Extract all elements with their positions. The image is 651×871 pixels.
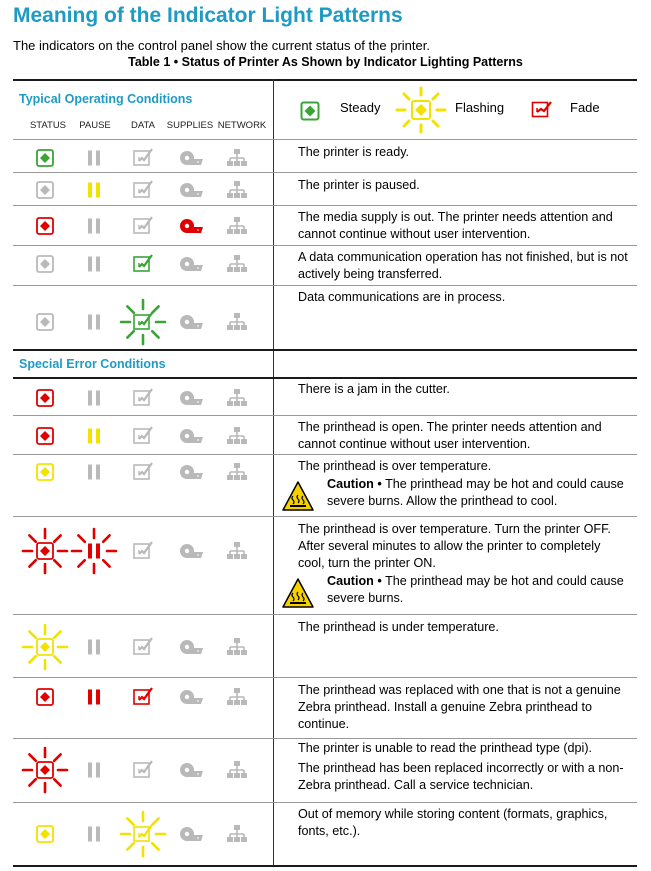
row-rule <box>13 285 637 286</box>
pause-indicator-icon <box>79 457 109 487</box>
data-indicator-icon <box>128 211 158 241</box>
row-1-description: The printer is ready. <box>298 145 410 159</box>
data-indicator-icon <box>128 682 158 712</box>
network-indicator-icon <box>222 682 252 712</box>
pause-indicator-icon <box>79 143 109 173</box>
row-rule <box>13 516 637 517</box>
intro-text: The indicators on the control panel show the current status of the printer. <box>13 38 430 53</box>
column-divider <box>273 79 274 865</box>
data-indicator-icon <box>128 536 158 566</box>
network-indicator-icon <box>222 536 252 566</box>
row-rule <box>13 245 637 246</box>
supplies-indicator-icon <box>176 307 206 337</box>
network-indicator-icon <box>222 819 252 849</box>
network-indicator-icon <box>222 143 252 173</box>
pause-indicator-icon <box>79 383 109 413</box>
data-indicator-icon <box>128 143 158 173</box>
status-indicator-icon <box>30 682 60 712</box>
supplies-indicator-icon <box>176 143 206 173</box>
table-top-rule <box>13 79 637 81</box>
status-indicator-icon <box>30 421 60 451</box>
data-indicator-icon <box>128 383 158 413</box>
row-2-description: The printer is paused. <box>298 178 420 192</box>
row-11-description: The printhead was replaced with one that is not a genuine Zebra printhead. Install a genuine Zebra printhead to continue. <box>298 683 621 731</box>
row-rule <box>13 139 637 140</box>
network-indicator-icon <box>222 211 252 241</box>
row-rule <box>13 454 637 455</box>
col-status: STATUS <box>29 120 67 131</box>
data-indicator-icon <box>117 296 169 348</box>
pause-indicator-icon <box>79 632 109 662</box>
row-6-description: There is a jam in the cutter. <box>298 382 450 396</box>
supplies-indicator-icon <box>176 536 206 566</box>
row-8-caution: Caution • The printhead may be hot and could cause severe burns. Allow the printhead to cool. <box>327 477 624 508</box>
row-4-description: A data communication operation has not finished, but is not actively being transferred. <box>298 250 628 281</box>
status-indicator-icon <box>30 307 60 337</box>
pause-indicator-icon <box>79 175 109 205</box>
section-typical: Typical Operating Conditions <box>19 92 193 106</box>
row-3-description: The media supply is out. The printer needs attention and cannot continue without user intervention. <box>298 210 613 241</box>
network-indicator-icon <box>222 755 252 785</box>
row-rule <box>13 614 637 615</box>
pause-indicator-icon <box>79 249 109 279</box>
row-10-description: The printhead is under temperature. <box>298 620 499 634</box>
pause-indicator-icon <box>79 307 109 337</box>
network-indicator-icon <box>222 307 252 337</box>
status-indicator-icon <box>19 525 71 577</box>
col-supplies: SUPPLIES <box>166 120 214 131</box>
row-7-description: The printhead is open. The printer needs attention and cannot continue without user intervention. <box>298 420 602 451</box>
data-indicator-icon <box>128 249 158 279</box>
section-errors: Special Error Conditions <box>19 357 166 371</box>
data-indicator-icon <box>117 808 169 860</box>
network-indicator-icon <box>222 457 252 487</box>
status-indicator-icon <box>19 621 71 673</box>
data-indicator-icon <box>128 421 158 451</box>
legend-fade-icon <box>531 99 553 119</box>
pause-indicator-icon <box>79 755 109 785</box>
row-rule <box>13 205 637 206</box>
pause-indicator-icon <box>79 211 109 241</box>
status-indicator-icon <box>30 143 60 173</box>
row-5-description: Data communications are in process. <box>298 290 506 304</box>
col-pause: PAUSE <box>79 120 111 131</box>
status-indicator-icon <box>30 175 60 205</box>
supplies-indicator-icon <box>176 457 206 487</box>
row-9-description: The printhead is over temperature. Turn the printer OFF. After several minutes to allow the printer to completely cool, turn the printer ON. <box>298 522 611 570</box>
row-9-caution: Caution • The printhead may be hot and could cause severe burns. <box>327 574 624 605</box>
data-indicator-icon <box>128 175 158 205</box>
network-indicator-icon <box>222 632 252 662</box>
network-indicator-icon <box>222 383 252 413</box>
supplies-indicator-icon <box>176 421 206 451</box>
row-13-description: Out of memory while storing content (formats, graphics, fonts, etc.). <box>298 807 608 838</box>
supplies-indicator-icon <box>176 819 206 849</box>
data-indicator-icon <box>128 632 158 662</box>
data-indicator-icon <box>128 755 158 785</box>
status-indicator-icon <box>30 249 60 279</box>
row-rule <box>13 677 637 678</box>
network-indicator-icon <box>222 175 252 205</box>
status-indicator-icon <box>30 211 60 241</box>
pause-indicator-icon <box>79 421 109 451</box>
hot-surface-warning-icon <box>281 577 315 609</box>
legend-flashing-icon <box>393 86 449 134</box>
status-indicator-icon <box>30 383 60 413</box>
hot-surface-warning-icon <box>281 480 315 512</box>
status-indicator-icon <box>30 819 60 849</box>
pause-indicator-icon <box>79 819 109 849</box>
supplies-indicator-icon <box>176 755 206 785</box>
supplies-indicator-icon <box>176 632 206 662</box>
legend-fade-label: Fade <box>570 100 600 115</box>
table-bottom-rule <box>13 865 637 867</box>
row-8-description: The printhead is over temperature. <box>298 459 492 473</box>
pause-indicator-icon <box>68 525 120 577</box>
page-title: Meaning of the Indicator Light Patterns <box>13 4 403 27</box>
pause-indicator-icon <box>79 682 109 712</box>
table-caption: Table 1 • Status of Printer As Shown by Indicator Lighting Patterns <box>128 55 523 69</box>
row-rule <box>13 802 637 803</box>
row-rule <box>13 738 637 739</box>
status-indicator-icon <box>19 744 71 796</box>
supplies-indicator-icon <box>176 383 206 413</box>
network-indicator-icon <box>222 421 252 451</box>
supplies-indicator-icon <box>176 249 206 279</box>
supplies-indicator-icon <box>176 211 206 241</box>
data-indicator-icon <box>128 457 158 487</box>
network-indicator-icon <box>222 249 252 279</box>
legend-flashing-label: Flashing <box>455 100 505 115</box>
col-network: NETWORK <box>217 120 267 131</box>
row-rule <box>13 415 637 416</box>
supplies-indicator-icon <box>176 175 206 205</box>
section-rule <box>13 377 637 379</box>
row-12-description: The printer is unable to read the printhead type (dpi). The printhead has been replaced incorrectly or with a non-Zebra printhead. Call a service technician. <box>298 741 624 792</box>
col-data: DATA <box>131 120 155 131</box>
legend-steady-icon <box>300 101 320 121</box>
section-rule <box>13 349 637 351</box>
status-indicator-icon <box>30 457 60 487</box>
supplies-indicator-icon <box>176 682 206 712</box>
legend-steady-label: Steady <box>340 100 381 115</box>
